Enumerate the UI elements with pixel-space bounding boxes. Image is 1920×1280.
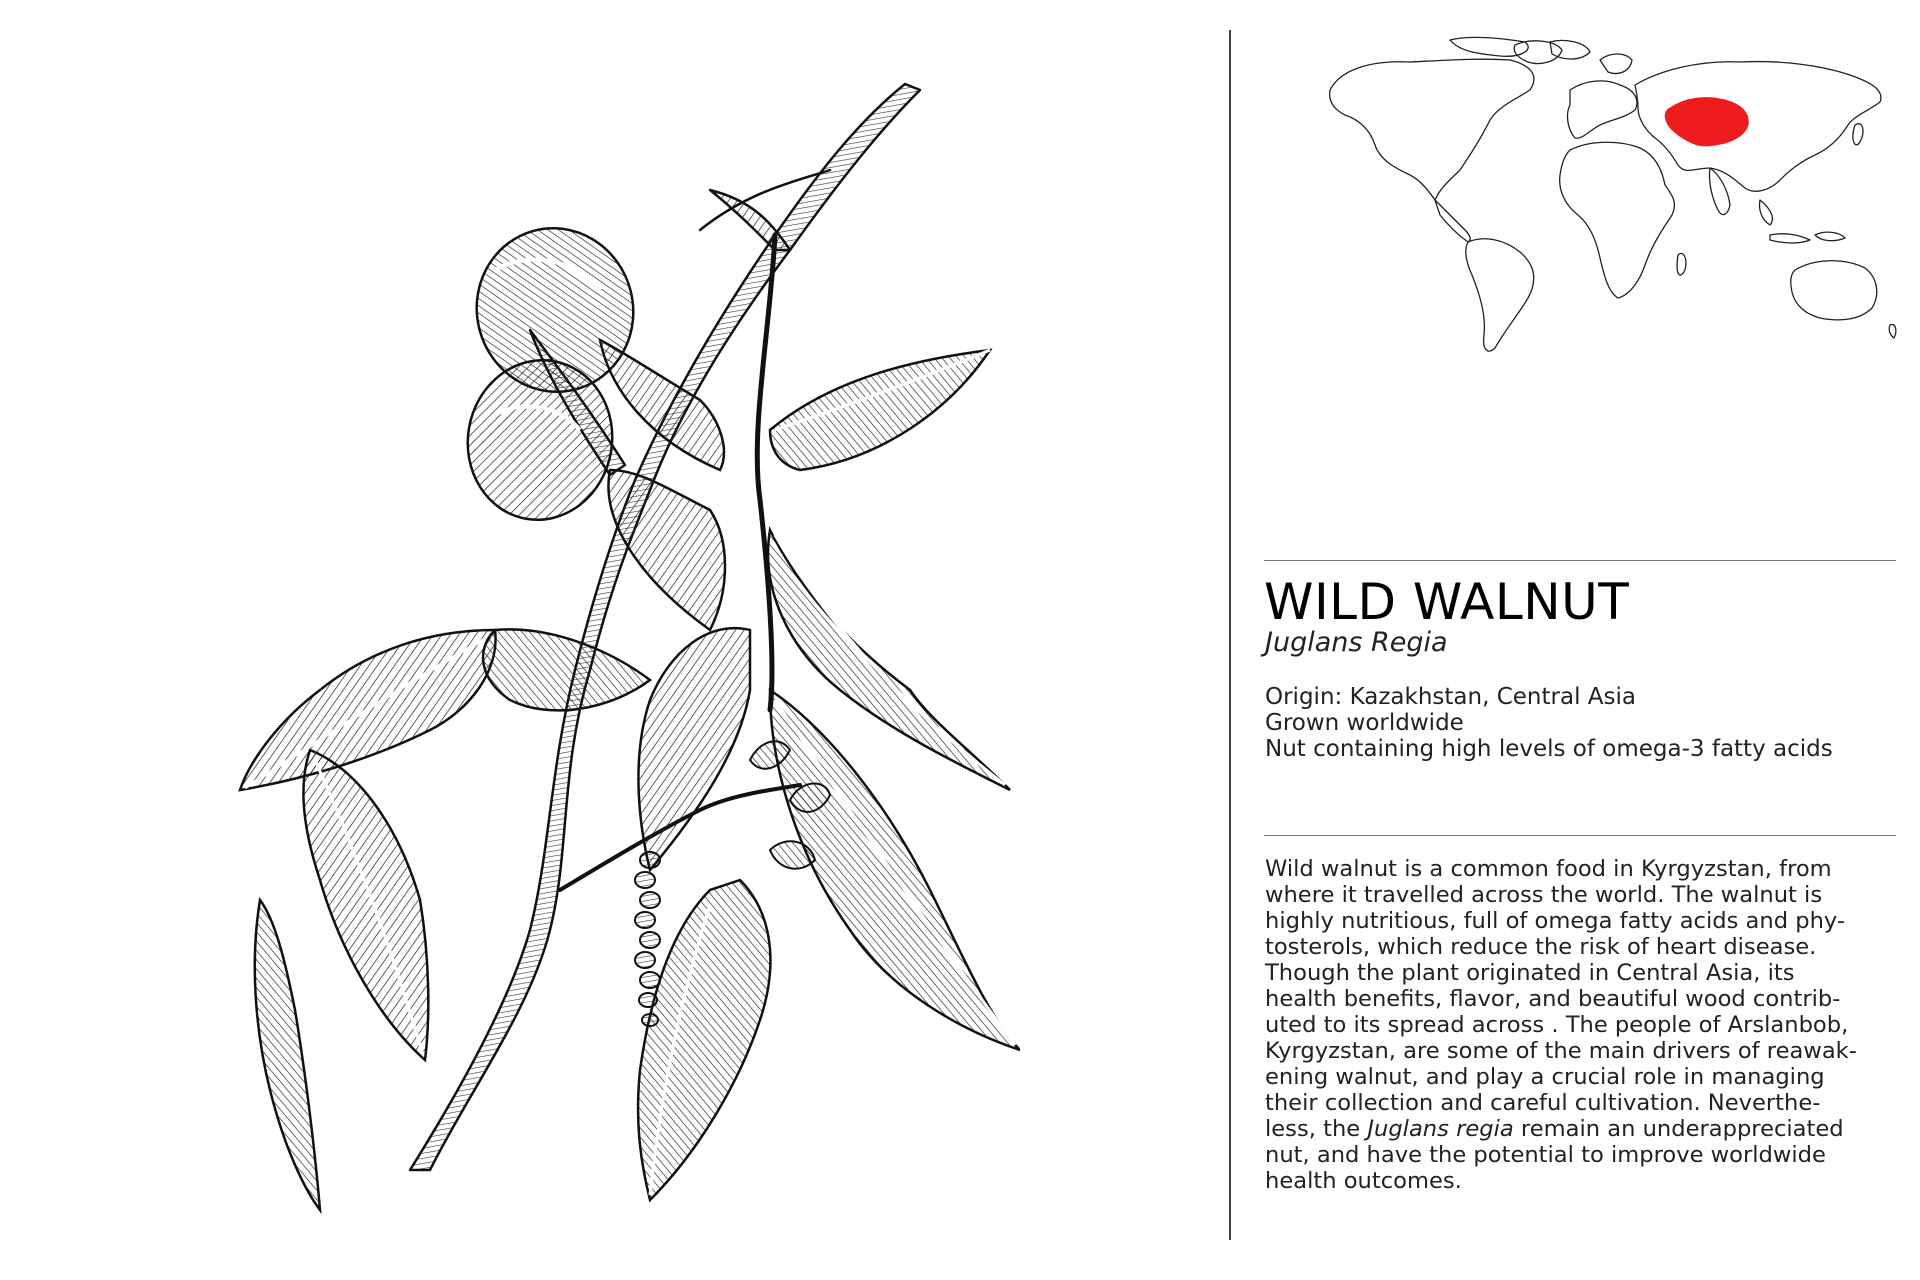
world-map	[1300, 30, 1900, 360]
fact-nutrition: Nut containing high levels of omega-3 fatty acids	[1265, 736, 1833, 762]
section-divider-top	[1264, 560, 1896, 561]
species-description	[1265, 856, 1905, 1194]
description-line: where it travelled across the world. The walnut is	[1265, 882, 1823, 908]
description-line: nut, and have the potential to improve worldwide	[1265, 1142, 1826, 1168]
description-line: highly nutritious, full of omega fatty acids and phy-	[1265, 908, 1846, 934]
walnut-branch-illustration	[230, 70, 1020, 1220]
fact-origin: Origin: Kazakhstan, Central Asia	[1265, 684, 1636, 710]
description-line: ening walnut, and play a crucial role in managing	[1265, 1064, 1825, 1090]
description-line: their collection and careful cultivation. Neverthe-	[1265, 1090, 1821, 1116]
species-facts	[1265, 684, 1833, 762]
description-line: uted to its spread across . The people of Arslanbob,	[1265, 1012, 1849, 1038]
section-divider-bottom	[1264, 835, 1896, 836]
description-line: health outcomes.	[1265, 1168, 1462, 1194]
description-text: remain an underappreciated	[1513, 1116, 1844, 1142]
description-line: Though the plant originated in Central Asia, its	[1265, 960, 1795, 986]
description-line: Wild walnut is a common food in Kyrgyzstan, from	[1265, 856, 1832, 882]
vertical-divider	[1229, 30, 1231, 1240]
description-text: less, the	[1265, 1116, 1368, 1142]
species-latin-name: Juglans Regia	[1265, 627, 1448, 658]
description-latin-name: Juglans regia	[1367, 1116, 1514, 1142]
description-line: Kyrgyzstan, are some of the main drivers of reawak-	[1265, 1038, 1857, 1064]
description-line: tosterols, which reduce the risk of heart disease.	[1265, 934, 1817, 960]
species-common-name: WILD WALNUT	[1264, 573, 1630, 631]
fact-grown: Grown worldwide	[1265, 710, 1464, 736]
description-line: health benefits, flavor, and beautiful wood contrib-	[1265, 986, 1841, 1012]
central-asia-highlight	[1665, 98, 1748, 146]
description-line	[1265, 1116, 1905, 1142]
